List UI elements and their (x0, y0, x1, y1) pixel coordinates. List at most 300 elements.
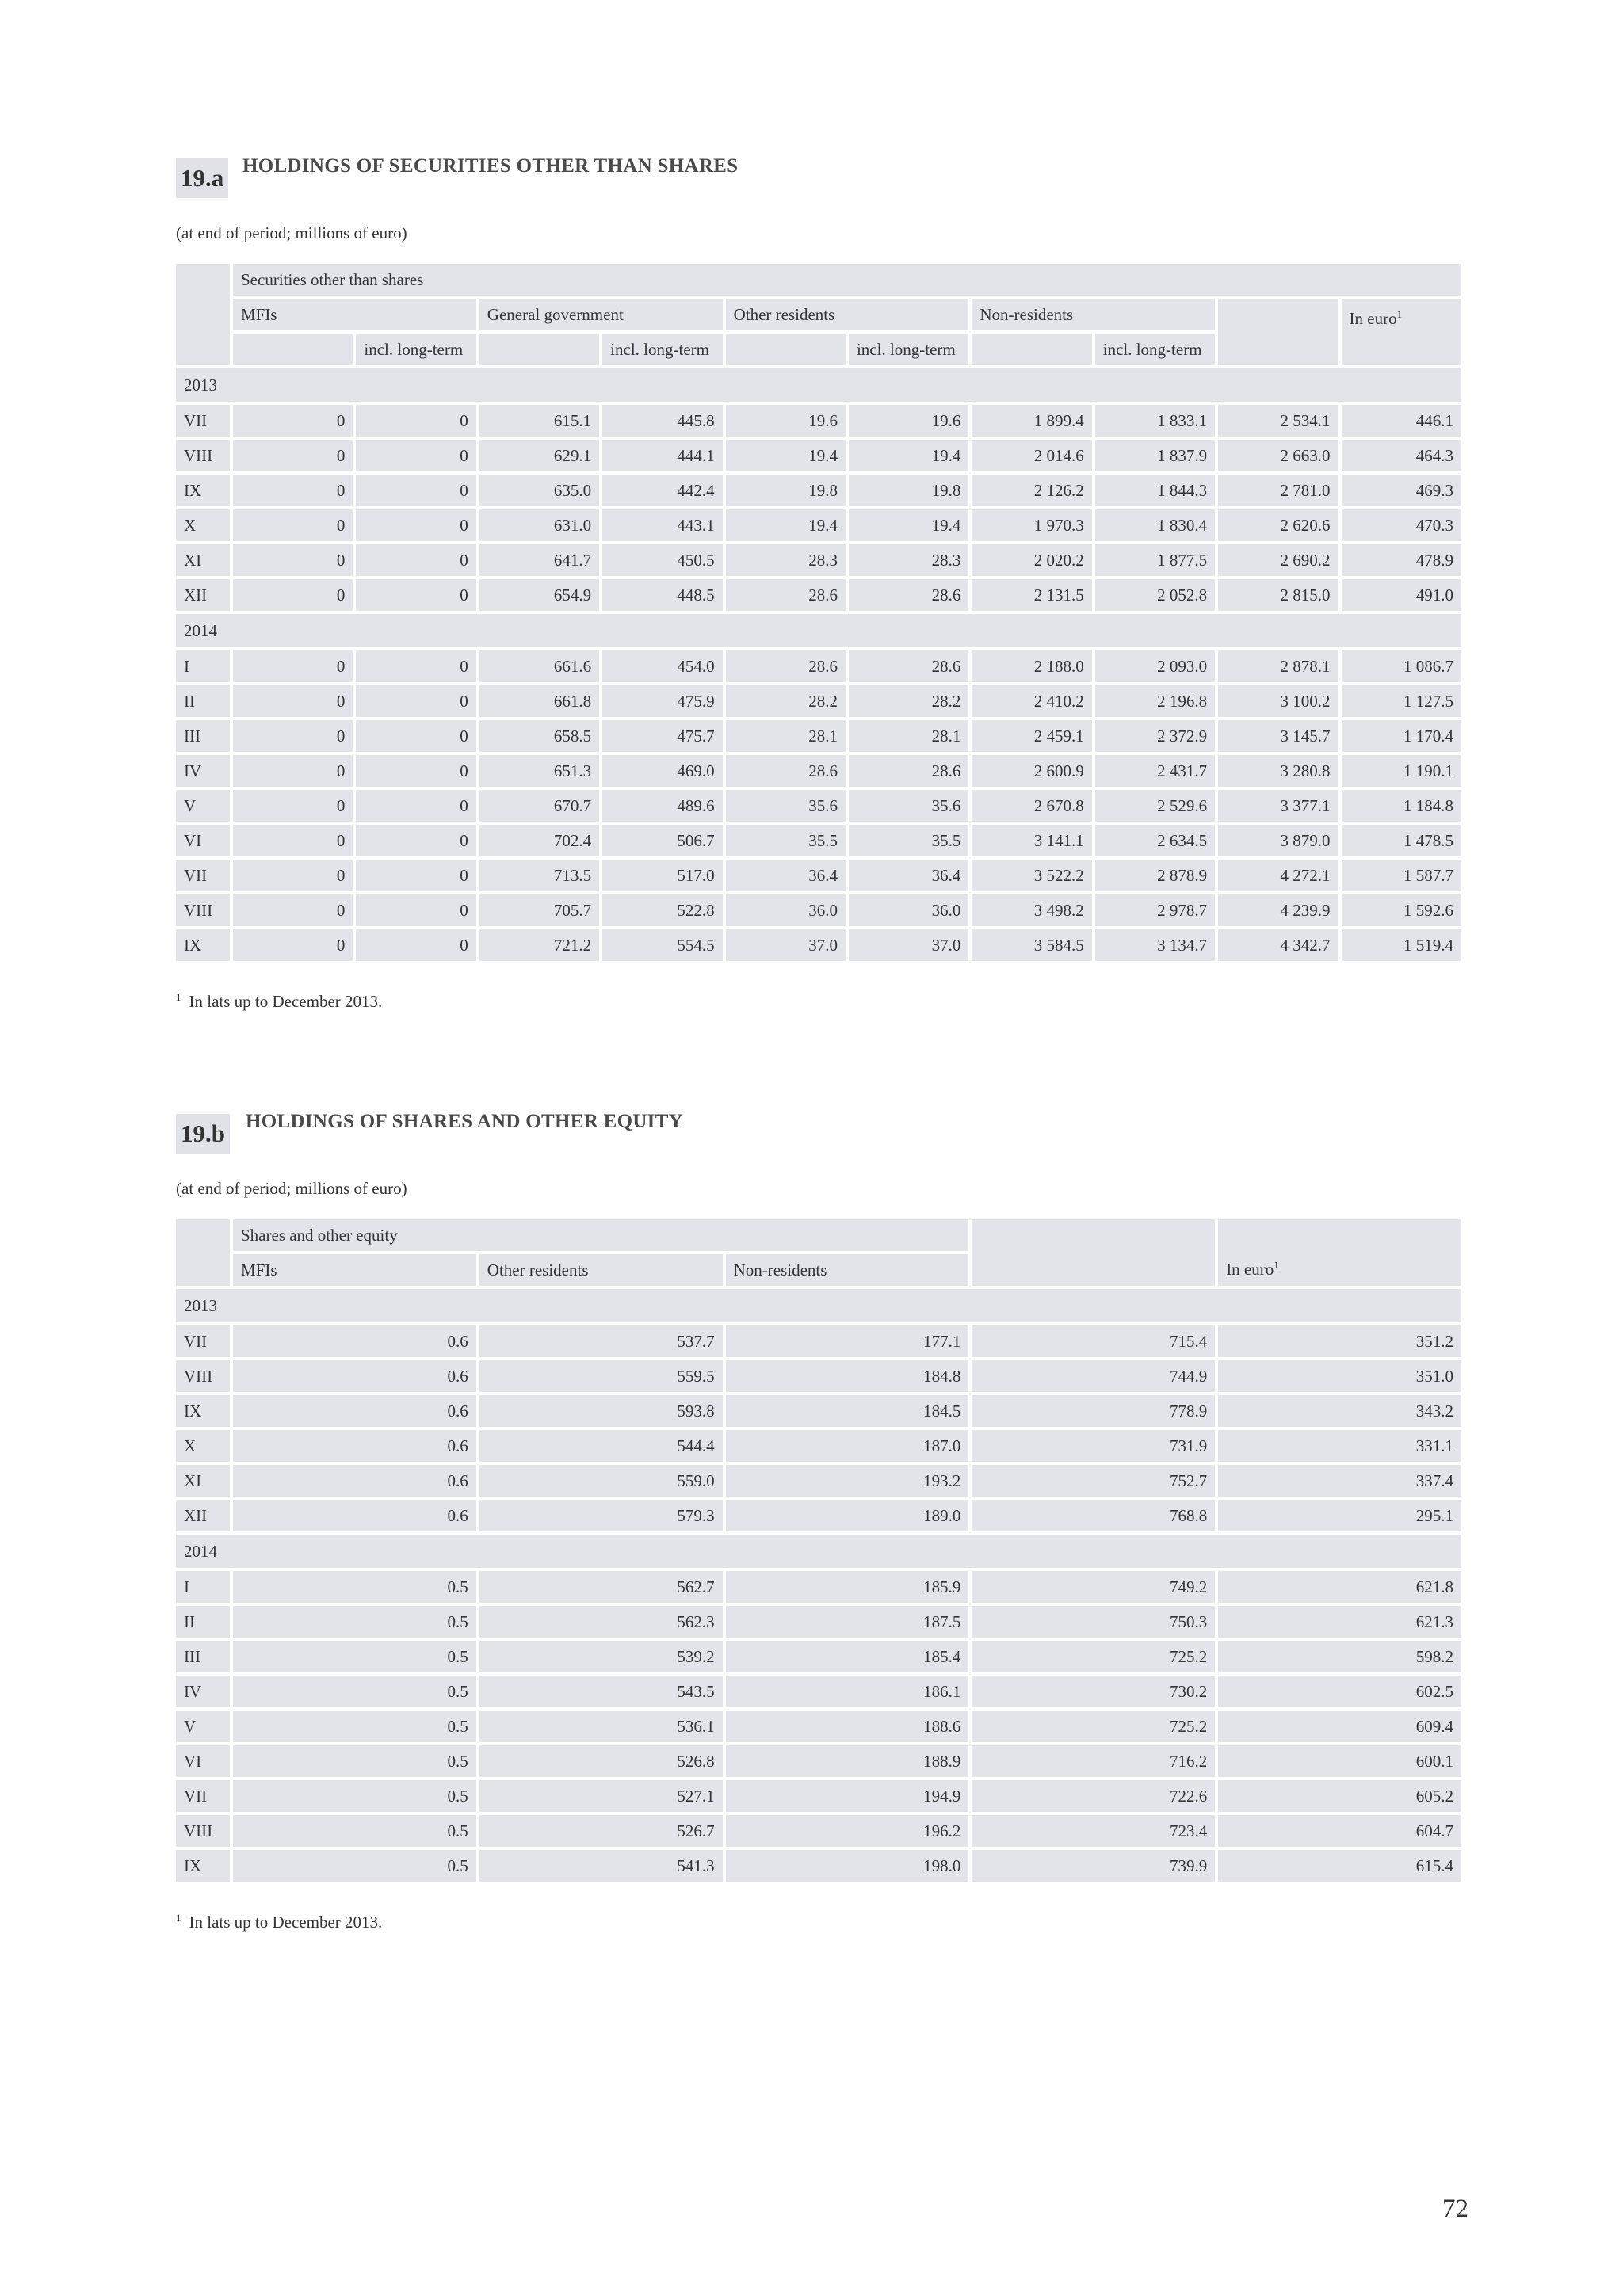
table-cell: 2 663.0 (1218, 440, 1338, 471)
table-cell: 35.5 (849, 825, 968, 856)
table-cell: 184.8 (726, 1360, 969, 1392)
table-cell: 562.3 (479, 1606, 723, 1638)
table-cell: 526.7 (479, 1815, 723, 1847)
table-cell: 445.8 (602, 405, 722, 437)
table-cell: 28.6 (849, 579, 968, 611)
table-cell: 2 196.8 (1095, 685, 1215, 717)
table-cell: 721.2 (479, 929, 599, 961)
table-cell: 768.8 (972, 1500, 1215, 1531)
table-cell: 351.2 (1218, 1325, 1461, 1357)
table-b-col-non-residents: Non-residents (726, 1254, 969, 1286)
table-cell: 641.7 (479, 544, 599, 576)
table-a-sub-incl-long-term: incl. long-term (1095, 334, 1215, 365)
month-label: III (176, 1641, 230, 1672)
table-cell: 0.6 (233, 1395, 476, 1427)
table-cell: 35.5 (726, 825, 846, 856)
table-row (176, 1571, 1461, 1603)
table-row (176, 825, 1461, 856)
table-a-sub-blank (233, 334, 353, 365)
table-cell: 19.8 (849, 475, 968, 506)
table-row (176, 405, 1461, 437)
table-cell: 0 (356, 755, 475, 787)
table-cell: 343.2 (1218, 1395, 1461, 1427)
month-label: XI (176, 544, 230, 576)
table-cell: 19.6 (726, 405, 846, 437)
month-label: VII (176, 860, 230, 891)
table-cell: 28.3 (849, 544, 968, 576)
month-label: II (176, 685, 230, 717)
table-b-unit: (at end of period; millions of euro) (176, 1179, 407, 1198)
table-cell: 0 (233, 860, 353, 891)
table-cell: 778.9 (972, 1395, 1215, 1427)
table-cell: 188.6 (726, 1711, 969, 1742)
table-cell: 0 (233, 440, 353, 471)
table-cell: 658.5 (479, 720, 599, 752)
table-row (176, 1606, 1461, 1638)
table-row (176, 1360, 1461, 1392)
table-cell: 635.0 (479, 475, 599, 506)
table-row (176, 1641, 1461, 1672)
table-cell: 725.2 (972, 1711, 1215, 1742)
table-cell: 0.5 (233, 1641, 476, 1672)
table-cell: 36.0 (726, 894, 846, 926)
table-b-group-header: Shares and other equity (233, 1219, 968, 1251)
table-cell: 0 (356, 720, 475, 752)
table-a-sub-incl-long-term: incl. long-term (356, 334, 475, 365)
table-a-sub-blank (726, 334, 846, 365)
table-b-col-total (972, 1219, 1215, 1286)
table-b-col-in-euro (1218, 1219, 1461, 1286)
table-cell: 186.1 (726, 1676, 969, 1707)
table-a-col-general-government: General government (479, 299, 723, 330)
table-cell: 2 459.1 (972, 720, 1091, 752)
table-cell: 444.1 (602, 440, 722, 471)
table-cell: 3 280.8 (1218, 755, 1338, 787)
table-b-title-row (176, 1111, 1468, 1155)
table-cell: 1 478.5 (1342, 825, 1461, 856)
table-cell: 454.0 (602, 650, 722, 682)
table-cell: 1 587.7 (1342, 860, 1461, 891)
table-cell: 2 131.5 (972, 579, 1091, 611)
table-cell: 0 (233, 405, 353, 437)
table-cell: 194.9 (726, 1780, 969, 1812)
table-cell: 1 190.1 (1342, 755, 1461, 787)
table-cell: 541.3 (479, 1850, 723, 1882)
table-cell: 3 377.1 (1218, 790, 1338, 822)
table-cell: 731.9 (972, 1430, 1215, 1462)
year-row (176, 614, 1461, 647)
table-cell: 517.0 (602, 860, 722, 891)
table-cell: 0 (356, 894, 475, 926)
table-cell: 19.4 (849, 440, 968, 471)
table-cell: 621.3 (1218, 1606, 1461, 1638)
table-cell: 0.5 (233, 1711, 476, 1742)
table-cell: 28.6 (726, 579, 846, 611)
table-cell: 3 584.5 (972, 929, 1091, 961)
table-cell: 28.2 (726, 685, 846, 717)
month-label: VIII (176, 1360, 230, 1392)
table-cell: 651.3 (479, 755, 599, 787)
table-b-section (176, 1111, 1468, 1932)
table-cell: 0 (356, 475, 475, 506)
table-b-body (176, 1289, 1461, 1882)
table-b-footnote-ref: 1 (1274, 1259, 1279, 1271)
table-a-corner (176, 264, 230, 365)
table-a-sub-incl-long-term: incl. long-term (602, 334, 722, 365)
table-cell: 28.3 (726, 544, 846, 576)
month-label: VI (176, 1745, 230, 1777)
table-cell: 37.0 (726, 929, 846, 961)
table-cell: 702.4 (479, 825, 599, 856)
year-row-label: 2014 (176, 1535, 1461, 1568)
year-row (176, 368, 1461, 402)
table-row (176, 1325, 1461, 1357)
table-cell: 2 781.0 (1218, 475, 1338, 506)
table-cell: 1 519.4 (1342, 929, 1461, 961)
month-label: VII (176, 405, 230, 437)
table-cell: 705.7 (479, 894, 599, 926)
table-cell: 19.4 (726, 440, 846, 471)
table-b-footnote-text: In lats up to December 2013. (189, 1913, 383, 1932)
table-cell: 0 (356, 405, 475, 437)
year-row-label: 2014 (176, 614, 1461, 647)
table-b-footnote (176, 1912, 1468, 1932)
table-cell: 36.0 (849, 894, 968, 926)
table-a-number: 19.a (176, 158, 228, 198)
table-cell: 1 844.3 (1095, 475, 1215, 506)
table-cell: 2 878.9 (1095, 860, 1215, 891)
table-cell: 2 093.0 (1095, 650, 1215, 682)
table-cell: 559.0 (479, 1465, 723, 1497)
month-label: III (176, 720, 230, 752)
table-cell: 0 (233, 685, 353, 717)
year-row (176, 1535, 1461, 1568)
table-cell: 725.2 (972, 1641, 1215, 1672)
table-cell: 2 126.2 (972, 475, 1091, 506)
table-a-body (176, 368, 1461, 961)
table-row (176, 544, 1461, 576)
table-cell: 469.0 (602, 755, 722, 787)
table-cell: 2 634.5 (1095, 825, 1215, 856)
table-cell: 36.4 (849, 860, 968, 891)
table-cell: 554.5 (602, 929, 722, 961)
table-a-col-in-euro (1342, 299, 1461, 365)
table-row (176, 1815, 1461, 1847)
table-cell: 0 (356, 685, 475, 717)
table-cell: 464.3 (1342, 440, 1461, 471)
table-cell: 0.5 (233, 1850, 476, 1882)
table-a-col-total (1218, 299, 1338, 365)
table-cell: 331.1 (1218, 1430, 1461, 1462)
table-cell: 295.1 (1218, 1500, 1461, 1531)
table-row (176, 1430, 1461, 1462)
table-cell: 2 372.9 (1095, 720, 1215, 752)
table-cell: 0 (356, 579, 475, 611)
table-cell: 0 (233, 544, 353, 576)
table-cell: 4 342.7 (1218, 929, 1338, 961)
table-cell: 470.3 (1342, 509, 1461, 541)
table-cell: 713.5 (479, 860, 599, 891)
table-cell: 602.5 (1218, 1676, 1461, 1707)
table-cell: 600.1 (1218, 1745, 1461, 1777)
table-cell: 185.4 (726, 1641, 969, 1672)
table-cell: 1 970.3 (972, 509, 1091, 541)
table-a-sub-blank (972, 334, 1091, 365)
table-cell: 615.4 (1218, 1850, 1461, 1882)
table-cell: 2 620.6 (1218, 509, 1338, 541)
table-cell: 543.5 (479, 1676, 723, 1707)
table-cell: 19.6 (849, 405, 968, 437)
year-row-label: 2013 (176, 368, 1461, 402)
table-cell: 739.9 (972, 1850, 1215, 1882)
table-cell: 723.4 (972, 1815, 1215, 1847)
table-cell: 2 052.8 (1095, 579, 1215, 611)
table-cell: 28.6 (726, 755, 846, 787)
table-cell: 0 (356, 544, 475, 576)
table-cell: 0.6 (233, 1500, 476, 1531)
table-a-title: HOLDINGS OF SECURITIES OTHER THAN SHARES (242, 155, 739, 177)
table-cell: 604.7 (1218, 1815, 1461, 1847)
table-cell: 0 (356, 440, 475, 471)
table-b-footnote-marker: 1 (176, 1912, 181, 1924)
month-label: II (176, 1606, 230, 1638)
table-cell: 0 (233, 929, 353, 961)
table-cell: 670.7 (479, 790, 599, 822)
table-cell: 629.1 (479, 440, 599, 471)
table-cell: 0 (233, 894, 353, 926)
table-b-number: 19.b (176, 1114, 230, 1154)
table-cell: 537.7 (479, 1325, 723, 1357)
table-cell: 716.2 (972, 1745, 1215, 1777)
table-cell: 752.7 (972, 1465, 1215, 1497)
table-cell: 19.8 (726, 475, 846, 506)
table-cell: 28.6 (849, 755, 968, 787)
table-cell: 526.8 (479, 1745, 723, 1777)
table-row (176, 1780, 1461, 1812)
table-a-col-mfis: MFIs (233, 299, 476, 330)
table-cell: 4 272.1 (1218, 860, 1338, 891)
table-cell: 28.1 (849, 720, 968, 752)
table-a-title-row (176, 155, 1468, 200)
month-label: XI (176, 1465, 230, 1497)
table-cell: 1 184.8 (1342, 790, 1461, 822)
table-cell: 2 815.0 (1218, 579, 1338, 611)
table-cell: 3 141.1 (972, 825, 1091, 856)
year-row-label: 2013 (176, 1289, 1461, 1322)
table-cell: 0 (233, 475, 353, 506)
table-cell: 0.5 (233, 1815, 476, 1847)
table-cell: 475.9 (602, 685, 722, 717)
table-cell: 442.4 (602, 475, 722, 506)
table-row (176, 790, 1461, 822)
table-cell: 0 (356, 860, 475, 891)
table-b-in-euro-label: In euro (1226, 1260, 1274, 1279)
table-row (176, 755, 1461, 787)
table-cell: 3 522.2 (972, 860, 1091, 891)
table-cell: 631.0 (479, 509, 599, 541)
table-cell: 19.4 (726, 509, 846, 541)
table-cell: 35.6 (726, 790, 846, 822)
table-cell: 0 (233, 650, 353, 682)
table-a-footnote (176, 991, 1468, 1012)
table-a-footnote-text: In lats up to December 2013. (189, 992, 383, 1011)
table-row (176, 1745, 1461, 1777)
table-cell: 28.6 (849, 650, 968, 682)
month-label: IX (176, 1850, 230, 1882)
table-cell: 2 690.2 (1218, 544, 1338, 576)
table-cell: 559.5 (479, 1360, 723, 1392)
table-cell: 0.6 (233, 1325, 476, 1357)
table-cell: 337.4 (1218, 1465, 1461, 1497)
table-row (176, 1850, 1461, 1882)
table-row (176, 579, 1461, 611)
table-cell: 0 (233, 720, 353, 752)
table-cell: 187.0 (726, 1430, 969, 1462)
table-cell: 2 670.8 (972, 790, 1091, 822)
table-cell: 3 134.7 (1095, 929, 1215, 961)
table-cell: 0.5 (233, 1745, 476, 1777)
table-cell: 621.8 (1218, 1571, 1461, 1603)
table-cell: 0.6 (233, 1430, 476, 1462)
month-label: IV (176, 1676, 230, 1707)
table-cell: 450.5 (602, 544, 722, 576)
month-label: IV (176, 755, 230, 787)
table-row (176, 475, 1461, 506)
table-cell: 536.1 (479, 1711, 723, 1742)
table-cell: 0 (356, 509, 475, 541)
table-cell: 0.5 (233, 1676, 476, 1707)
table-cell: 0 (356, 790, 475, 822)
table-cell: 1 837.9 (1095, 440, 1215, 471)
table-a-section (176, 155, 1468, 1012)
table-b (173, 1216, 1465, 1885)
table-cell: 0 (356, 825, 475, 856)
table-cell: 544.4 (479, 1430, 723, 1462)
month-label: V (176, 1711, 230, 1742)
table-a-in-euro-label: In euro (1349, 309, 1397, 328)
table-a-col-other-residents: Other residents (726, 299, 969, 330)
table-cell: 198.0 (726, 1850, 969, 1882)
table-b-col-other-residents: Other residents (479, 1254, 723, 1286)
table-cell: 443.1 (602, 509, 722, 541)
table-cell: 749.2 (972, 1571, 1215, 1603)
table-cell: 28.6 (726, 650, 846, 682)
table-cell: 351.0 (1218, 1360, 1461, 1392)
table-cell: 189.0 (726, 1500, 969, 1531)
table-cell: 469.3 (1342, 475, 1461, 506)
table-cell: 0 (233, 825, 353, 856)
table-cell: 196.2 (726, 1815, 969, 1847)
month-label: VII (176, 1325, 230, 1357)
table-cell: 539.2 (479, 1641, 723, 1672)
table-a-unit: (at end of period; millions of euro) (176, 223, 407, 242)
table-cell: 2 020.2 (972, 544, 1091, 576)
table-cell: 744.9 (972, 1360, 1215, 1392)
month-label: XII (176, 1500, 230, 1531)
table-cell: 0.5 (233, 1606, 476, 1638)
month-label: X (176, 509, 230, 541)
table-row (176, 720, 1461, 752)
table-a-col-non-residents: Non-residents (972, 299, 1215, 330)
table-a-group-header: Securities other than shares (233, 264, 1461, 296)
table-cell: 1 833.1 (1095, 405, 1215, 437)
table-cell: 527.1 (479, 1780, 723, 1812)
month-label: XII (176, 579, 230, 611)
table-cell: 0 (233, 790, 353, 822)
table-cell: 605.2 (1218, 1780, 1461, 1812)
table-cell: 2 431.7 (1095, 755, 1215, 787)
table-row (176, 650, 1461, 682)
table-cell: 489.6 (602, 790, 722, 822)
month-label: V (176, 790, 230, 822)
table-cell: 579.3 (479, 1500, 723, 1531)
table-cell: 2 878.1 (1218, 650, 1338, 682)
table-cell: 730.2 (972, 1676, 1215, 1707)
table-row (176, 894, 1461, 926)
table-cell: 1 127.5 (1342, 685, 1461, 717)
table-cell: 177.1 (726, 1325, 969, 1357)
table-cell: 3 498.2 (972, 894, 1091, 926)
table-cell: 1 830.4 (1095, 509, 1215, 541)
table-cell: 1 877.5 (1095, 544, 1215, 576)
table-cell: 28.1 (726, 720, 846, 752)
table-cell: 187.5 (726, 1606, 969, 1638)
table-b-col-mfis: MFIs (233, 1254, 476, 1286)
table-cell: 562.7 (479, 1571, 723, 1603)
month-label: IX (176, 475, 230, 506)
table-cell: 4 239.9 (1218, 894, 1338, 926)
table-b-corner (176, 1219, 230, 1286)
table-cell: 37.0 (849, 929, 968, 961)
table-row (176, 509, 1461, 541)
table-cell: 0 (356, 650, 475, 682)
table-cell: 593.8 (479, 1395, 723, 1427)
table-cell: 1 899.4 (972, 405, 1091, 437)
table-cell: 193.2 (726, 1465, 969, 1497)
table-cell: 2 188.0 (972, 650, 1091, 682)
table-cell: 35.6 (849, 790, 968, 822)
table-cell: 0 (233, 579, 353, 611)
table-cell: 722.6 (972, 1780, 1215, 1812)
table-cell: 19.4 (849, 509, 968, 541)
table-b-title: HOLDINGS OF SHARES AND OTHER EQUITY (246, 1111, 684, 1132)
table-cell: 615.1 (479, 405, 599, 437)
table-row (176, 1711, 1461, 1742)
table-cell: 475.7 (602, 720, 722, 752)
table-cell: 609.4 (1218, 1711, 1461, 1742)
table-row (176, 440, 1461, 471)
table-cell: 2 529.6 (1095, 790, 1215, 822)
month-label: VIII (176, 1815, 230, 1847)
table-cell: 2 014.6 (972, 440, 1091, 471)
table-a-footnote-ref: 1 (1396, 308, 1403, 320)
month-label: IX (176, 1395, 230, 1427)
page-number: 72 (1442, 2195, 1468, 2223)
table-cell: 2 600.9 (972, 755, 1091, 787)
table-cell: 1 592.6 (1342, 894, 1461, 926)
table-cell: 2 978.7 (1095, 894, 1215, 926)
table-cell: 28.2 (849, 685, 968, 717)
table-cell: 446.1 (1342, 405, 1461, 437)
table-cell: 1 170.4 (1342, 720, 1461, 752)
month-label: VI (176, 825, 230, 856)
month-label: VIII (176, 894, 230, 926)
table-cell: 188.9 (726, 1745, 969, 1777)
table-cell: 36.4 (726, 860, 846, 891)
table-a-sub-blank (479, 334, 599, 365)
table-cell: 2 410.2 (972, 685, 1091, 717)
table-cell: 661.8 (479, 685, 599, 717)
